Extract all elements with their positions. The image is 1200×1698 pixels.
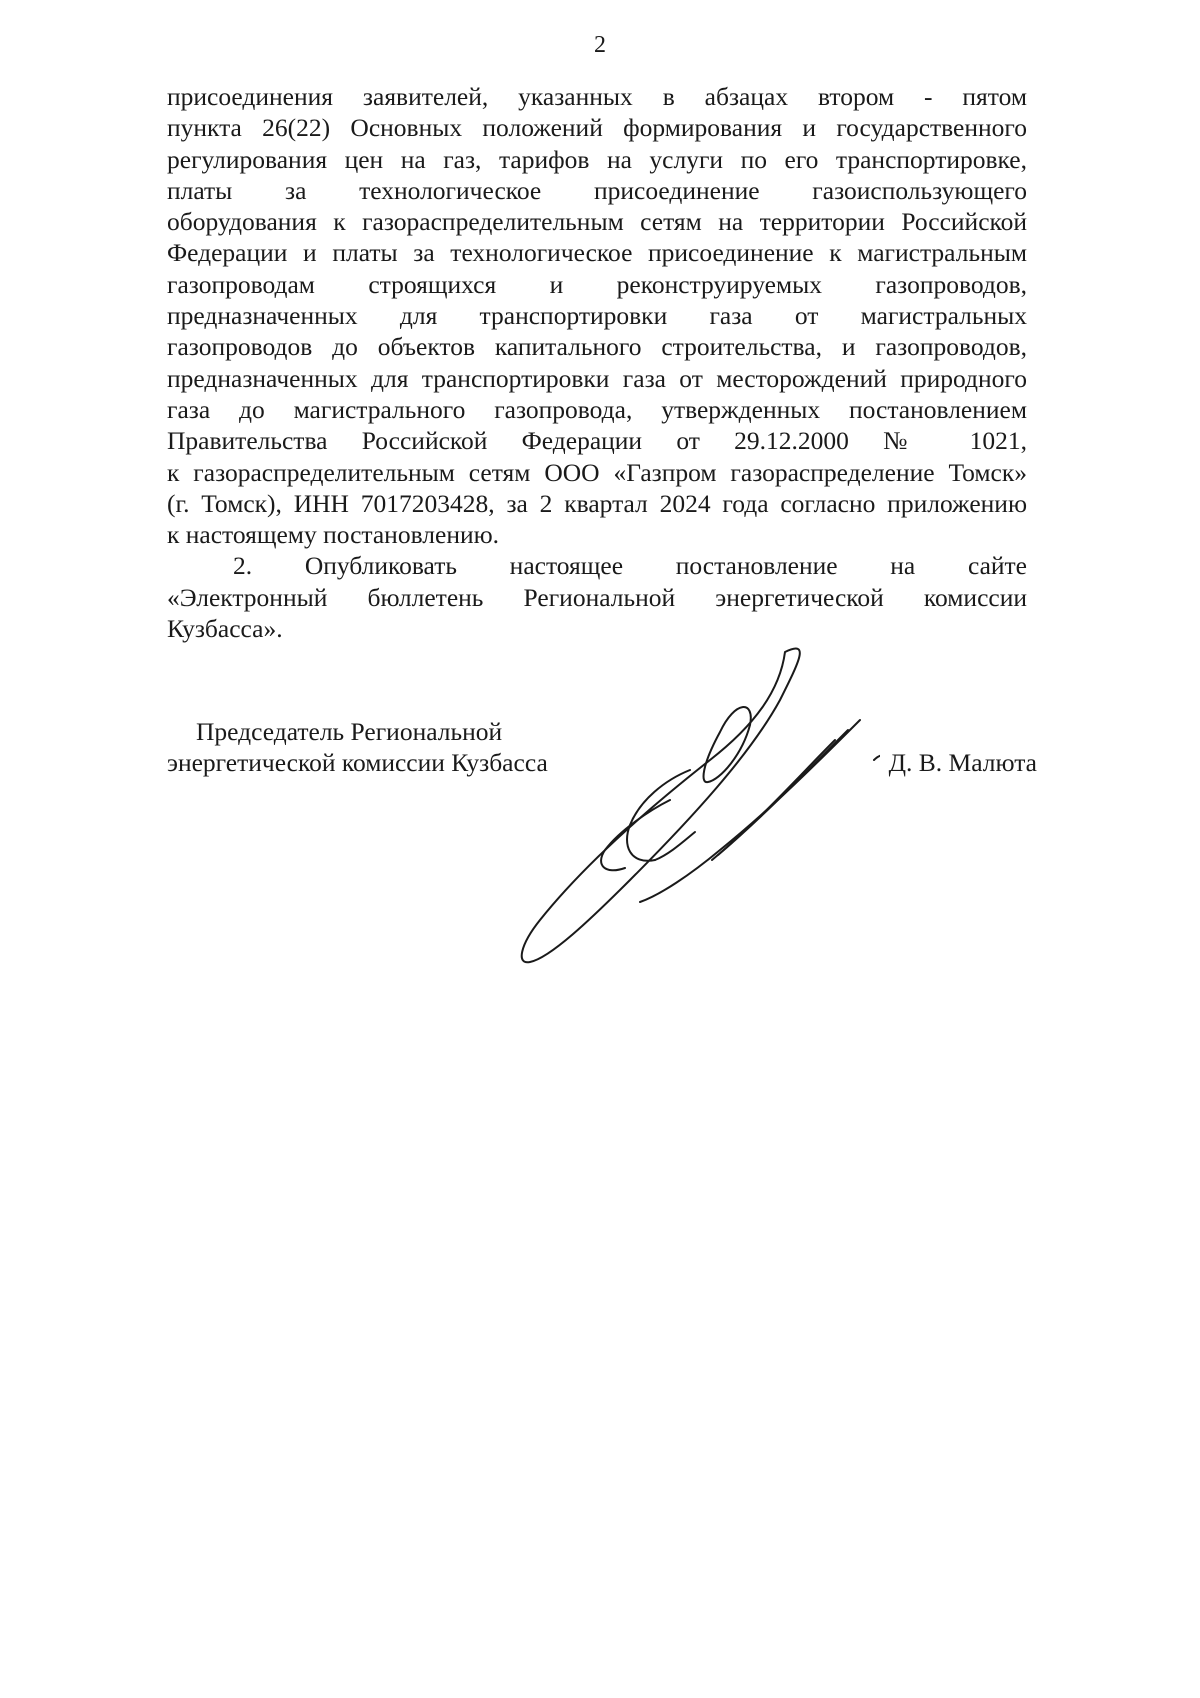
paragraph-1 bbox=[167, 81, 1027, 550]
signatory-title-line: энергетической комиссии Кузбасса bbox=[167, 748, 548, 777]
page-number: 2 bbox=[594, 32, 606, 58]
signatory-title-line: Председатель Региональной bbox=[196, 717, 503, 746]
text-line: Федерации и платы за технологическое присоединение к магистральным bbox=[167, 238, 1027, 268]
text-line: пункта 26(22) Основных положений формирования и государственного bbox=[167, 113, 1027, 143]
paragraph-2 bbox=[167, 550, 1027, 644]
text-line: к газораспределительным сетям ООО «Газпром газораспределение Томск» bbox=[167, 457, 1027, 487]
text-line: предназначенных для транспортировки газа от магистральных bbox=[167, 301, 1027, 331]
text-line: газопроводов до объектов капитального строительства, и газопроводов, bbox=[167, 332, 1027, 362]
handwritten-signature bbox=[480, 640, 880, 980]
text-line: «Электронный бюллетень Региональной энергетической комиссии bbox=[167, 582, 1027, 612]
text-line: Кузбасса». bbox=[167, 614, 283, 644]
text-line: 2. Опубликовать настоящее постановление на сайте bbox=[233, 551, 1027, 581]
text-line: предназначенных для транспортировки газа от месторождений природного bbox=[167, 363, 1027, 393]
signatory-name: Д. В. Малюта bbox=[888, 748, 1037, 777]
text-line: газопроводам строящихся и реконструируемых газопроводов, bbox=[167, 269, 1027, 299]
text-line: (г. Томск), ИНН 7017203428, за 2 квартал 2024 года согласно приложению bbox=[167, 488, 1027, 518]
text-line: присоединения заявителей, указанных в абзацах втором - пятом bbox=[167, 82, 1027, 111]
text-line: оборудования к газораспределительным сетям на территории Российской bbox=[167, 207, 1027, 237]
text-line: регулирования цен на газ, тарифов на услуги по его транспортировке, bbox=[167, 144, 1027, 174]
text-line: газа до магистрального газопровода, утвержденных постановлением bbox=[167, 394, 1027, 424]
text-line: к настоящему постановлению. bbox=[167, 520, 500, 550]
text-line: платы за технологическое присоединение газоиспользующего bbox=[167, 175, 1027, 205]
text-line: Правительства Российской Федерации от 29.12.2000 № 1021, bbox=[167, 426, 1027, 456]
document-body bbox=[167, 81, 1027, 644]
